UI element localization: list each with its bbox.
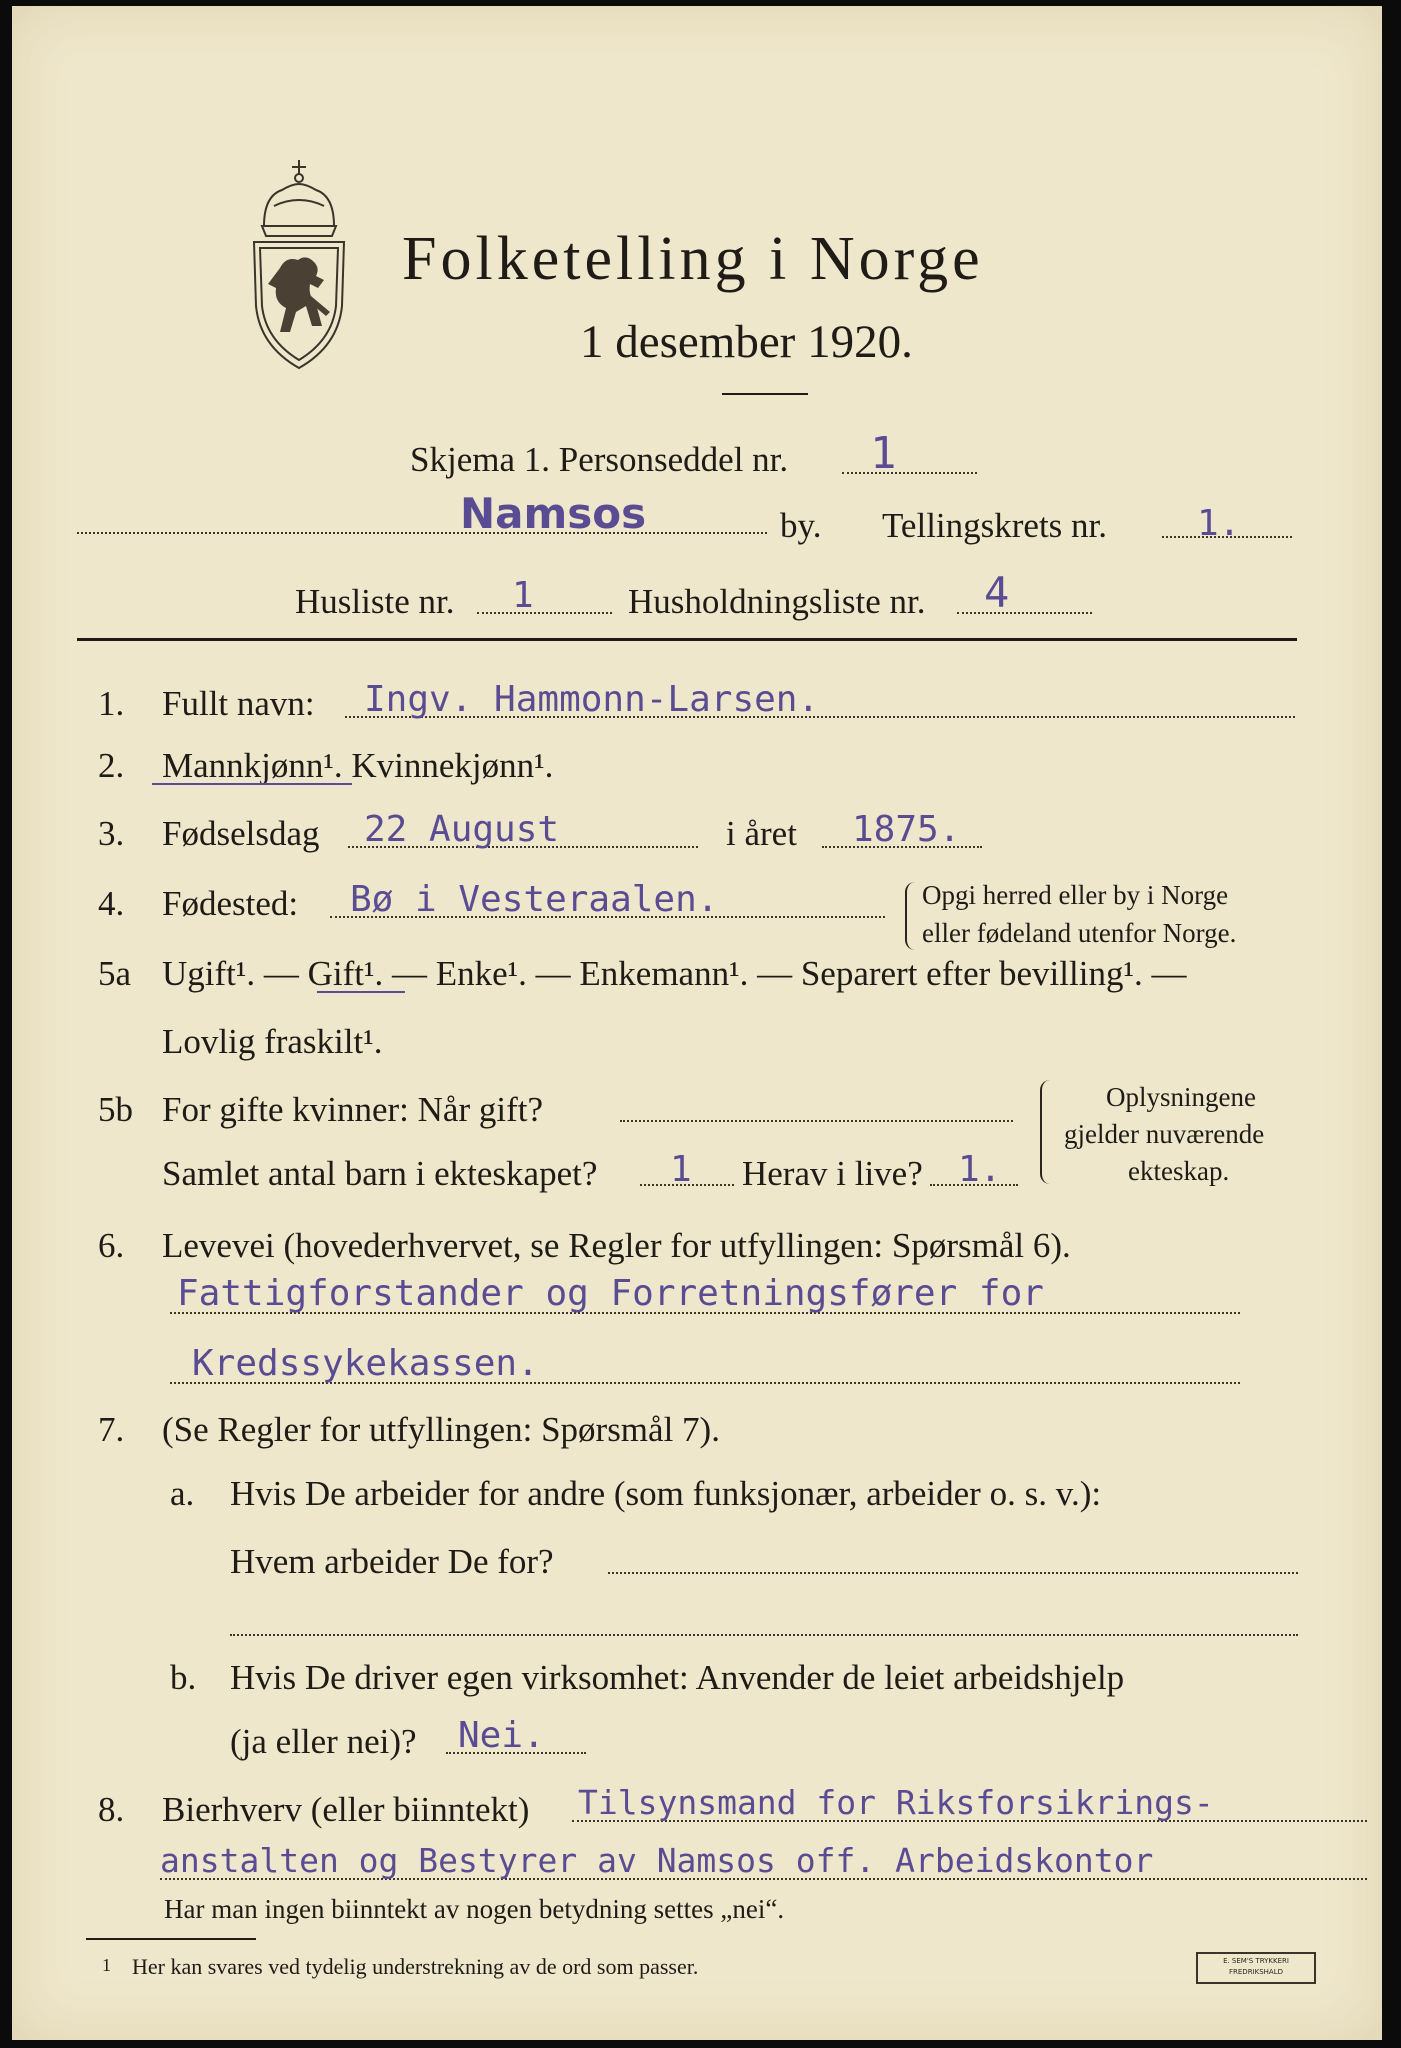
q4-number: 4.	[98, 884, 125, 923]
husholdning-label: Husholdningsliste nr.	[628, 582, 926, 621]
census-form-page	[12, 6, 1382, 2040]
q5a-label-2: Lovlig fraskilt¹.	[162, 1022, 383, 1061]
by-label: by.	[780, 506, 822, 545]
q2-number: 2.	[98, 746, 125, 785]
q7b-value: Nei.	[458, 1715, 545, 1756]
q4-note-2: eller fødeland utenfor Norge.	[922, 918, 1237, 948]
q5a-number: 5a	[98, 954, 132, 993]
q5b-number: 5b	[98, 1090, 133, 1129]
personseddel-nr-value: 1	[870, 428, 897, 479]
q5b-note-2: gjelder nuværende	[1064, 1119, 1265, 1149]
q3-year-value: 1875.	[852, 809, 961, 850]
q5a-label: Ugift¹. — Gift¹. — Enke¹. — Enkemann¹. — Separert efter bevilling¹. —	[162, 954, 1187, 993]
footnote-text: Her kan svares ved tydelig understrekning av de ord som passer.	[132, 1954, 699, 1979]
husliste-nr-value: 1	[512, 575, 534, 616]
footnote-divider	[86, 1938, 256, 1940]
q1-number: 1.	[98, 684, 125, 723]
q2-label: Mannkjønn¹. Kvinnekjønn¹.	[162, 746, 554, 785]
q6-value-2: Kredssykekassen.	[192, 1343, 539, 1384]
census-date: 1 desember 1920.	[580, 316, 913, 368]
printer-stamp-line-1: E. SEM'S TRYKKERI	[1223, 1957, 1289, 1965]
norway-coat-of-arms-icon	[234, 156, 364, 376]
q5b-brace	[1040, 1080, 1052, 1184]
q7b-label-2: (ja eller nei)?	[230, 1722, 417, 1761]
title-divider	[722, 393, 808, 395]
q5b-alive-label: Herav i live?	[742, 1154, 923, 1193]
town-line	[77, 532, 767, 534]
q5b-label: For gifte kvinner: Når gift?	[162, 1090, 544, 1129]
printer-stamp-line-2: FREDRIKSHALD	[1228, 1968, 1283, 1976]
q5b-married-line	[620, 1120, 1013, 1122]
q5a-underline-gift	[317, 991, 405, 993]
footnote-mark: 1	[102, 1955, 111, 1975]
q8-value-2: anstalten og Bestyrer av Namsos off. Arbeidskontor	[160, 1841, 1154, 1880]
q8-note: Har man ingen biinntekt av nogen betydning settes „nei“.	[164, 1894, 785, 1924]
q7a-line-2	[230, 1634, 1298, 1636]
q6-number: 6.	[98, 1226, 125, 1265]
q7a-label: Hvis De arbeider for andre (som funksjonær, arbeider o. s. v.):	[230, 1474, 1102, 1513]
q7a-line-1	[608, 1572, 1298, 1574]
q8-label: Bierhverv (eller biinntekt)	[162, 1790, 530, 1829]
q7-number: 7.	[98, 1410, 125, 1449]
form-title: Folketelling i Norge	[402, 225, 984, 293]
printer-stamp	[1196, 1952, 1316, 1984]
q3-year-label: i året	[726, 814, 797, 853]
q4-brace	[905, 882, 915, 950]
q5b-note-1: Oplysningene	[1106, 1082, 1256, 1112]
q3-label: Fødselsdag	[162, 814, 320, 853]
q1-label: Fullt navn:	[162, 684, 315, 723]
husholdning-line	[957, 612, 1092, 614]
skjema-label: Skjema 1. Personseddel nr.	[410, 440, 789, 479]
q5b-children-value: 1	[670, 1149, 692, 1190]
q1-value: Ingv. Hammonn-Larsen.	[364, 679, 820, 720]
q6-label: Levevei (hovederhvervet, se Regler for utfyllingen: Spørsmål 6).	[162, 1226, 1071, 1265]
q5b-children-label: Samlet antal barn i ekteskapet?	[162, 1154, 598, 1193]
husliste-line	[477, 612, 612, 614]
q5b-alive-value: 1.	[958, 1149, 1002, 1190]
q7a-letter: a.	[170, 1474, 195, 1513]
q4-note-1: Opgi herred eller by i Norge	[922, 880, 1229, 910]
personseddel-line	[842, 472, 977, 474]
tellingskrets-nr-value: 1.	[1197, 503, 1241, 544]
q7-label: (Se Regler for utfyllingen: Spørsmål 7).	[162, 1410, 720, 1449]
header-divider	[77, 638, 1297, 641]
q5b-note-3: ekteskap.	[1128, 1156, 1230, 1186]
tellingskrets-label: Tellingskrets nr.	[882, 506, 1108, 545]
husliste-label: Husliste nr.	[295, 582, 455, 621]
q2-underline-mann	[152, 783, 352, 785]
q4-value: Bø i Vesteraalen.	[350, 879, 719, 920]
husholdning-nr-value: 4	[984, 568, 1010, 617]
town-value: Namsos	[460, 489, 647, 538]
q7a-label-2: Hvem arbeider De for?	[230, 1542, 554, 1581]
q4-label: Fødested:	[162, 884, 299, 923]
q7b-letter: b.	[170, 1658, 197, 1697]
q8-value-1: Tilsynsmand for Riksforsikrings-	[578, 1783, 1214, 1822]
q8-number: 8.	[98, 1790, 125, 1829]
q3-value: 22 August	[364, 809, 560, 850]
q6-value-1: Fattigforstander og Forretningsfører for	[177, 1273, 1044, 1314]
q3-number: 3.	[98, 814, 125, 853]
q7b-label: Hvis De driver egen virksomhet: Anvender de leiet arbeidshjelp	[230, 1658, 1125, 1697]
